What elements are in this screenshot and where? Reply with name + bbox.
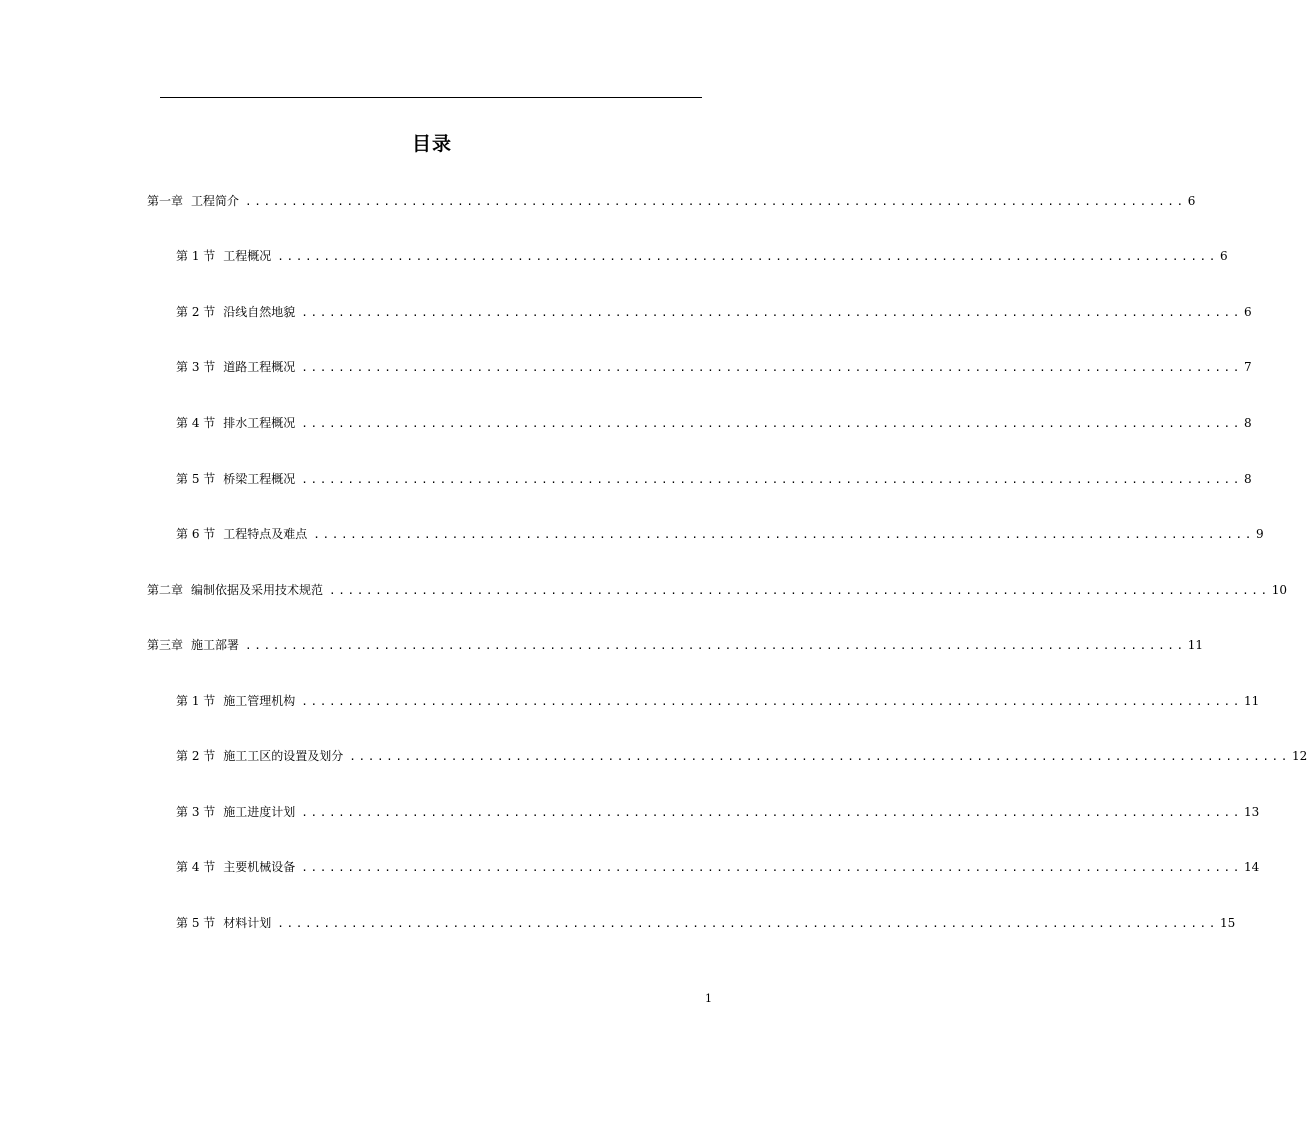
toc-entry-title: 工程简介 bbox=[191, 194, 240, 208]
toc-entry-number: 第 2 节 bbox=[176, 305, 216, 319]
toc-entry-label bbox=[147, 193, 239, 209]
toc-entry-label bbox=[176, 693, 295, 709]
toc-entry-section-3-4[interactable] bbox=[176, 859, 1260, 876]
toc-entry-page: 7 bbox=[1243, 360, 1252, 374]
toc-entry-section-1-3[interactable] bbox=[176, 359, 1252, 376]
toc-entry-label bbox=[176, 471, 295, 487]
toc-entry-section-1-2[interactable] bbox=[176, 304, 1252, 321]
toc-entry-chapter-3[interactable] bbox=[147, 637, 1204, 654]
toc-entry-title: 桥梁工程概况 bbox=[223, 472, 296, 486]
toc-entry-label bbox=[176, 859, 295, 875]
toc-entry-page: 14 bbox=[1243, 860, 1260, 874]
toc-entry-title: 工程特点及难点 bbox=[223, 527, 308, 541]
toc-entry-number: 第三章 bbox=[147, 638, 184, 652]
toc-dot-leader: ...................................................................................................... bbox=[245, 639, 1186, 652]
toc-entry-number: 第 5 节 bbox=[176, 472, 216, 486]
toc-entry-number: 第 3 节 bbox=[176, 805, 216, 819]
toc-entry-page: 11 bbox=[1243, 694, 1260, 708]
toc-dot-leader: ...................................................................................................... bbox=[301, 806, 1242, 819]
toc-entry-title: 材料计划 bbox=[223, 916, 272, 930]
toc-dot-leader: ...................................................................................................... bbox=[301, 306, 1242, 319]
toc-entry-page: 6 bbox=[1187, 194, 1196, 208]
toc-dot-leader: ...................................................................................................... bbox=[301, 417, 1242, 430]
toc-dot-leader: ...................................................................................................... bbox=[349, 750, 1290, 763]
toc-entry-label bbox=[176, 359, 295, 375]
toc-entry-label bbox=[147, 637, 239, 653]
toc-entry-number: 第 2 节 bbox=[176, 749, 216, 763]
toc-title: 目录 bbox=[411, 133, 452, 155]
toc-entry-section-1-4[interactable] bbox=[176, 415, 1252, 432]
toc-entry-label bbox=[176, 804, 295, 820]
toc-entry-chapter-2[interactable] bbox=[147, 582, 1288, 599]
toc-entry-title: 施工工区的设置及划分 bbox=[223, 749, 344, 763]
toc-entry-section-1-1[interactable] bbox=[176, 248, 1228, 265]
toc-entry-page: 10 bbox=[1271, 583, 1288, 597]
toc-entry-section-3-2[interactable] bbox=[176, 748, 1307, 765]
toc-entry-number: 第一章 bbox=[147, 194, 184, 208]
page-number: 1 bbox=[705, 992, 712, 1005]
toc-dot-leader: ...................................................................................................... bbox=[301, 473, 1242, 486]
toc-entry-number: 第 5 节 bbox=[176, 916, 216, 930]
toc-entry-number: 第 4 节 bbox=[176, 860, 216, 874]
toc-entry-label bbox=[176, 415, 295, 431]
toc-entry-number: 第 6 节 bbox=[176, 527, 216, 541]
toc-entry-number: 第二章 bbox=[147, 583, 184, 597]
toc-entry-page: 9 bbox=[1255, 527, 1264, 541]
toc-entry-number: 第 4 节 bbox=[176, 416, 216, 430]
toc-dot-leader: ...................................................................................................... bbox=[313, 528, 1254, 541]
toc-entry-label bbox=[176, 248, 271, 264]
toc-entry-title: 施工进度计划 bbox=[223, 805, 296, 819]
toc-entry-page: 11 bbox=[1187, 638, 1204, 652]
toc-entry-number: 第 1 节 bbox=[176, 694, 216, 708]
toc-entry-title: 主要机械设备 bbox=[223, 860, 296, 874]
toc-entry-label bbox=[176, 748, 343, 764]
toc-entry-section-3-5[interactable] bbox=[176, 915, 1236, 932]
toc-entry-title: 排水工程概况 bbox=[223, 416, 296, 430]
toc-entry-title: 施工管理机构 bbox=[223, 694, 296, 708]
toc-dot-leader: ...................................................................................................... bbox=[301, 861, 1242, 874]
toc-dot-leader: ...................................................................................................... bbox=[301, 695, 1242, 708]
toc-entry-page: 8 bbox=[1243, 472, 1252, 486]
toc-entry-page: 13 bbox=[1243, 805, 1260, 819]
toc-entry-chapter-1[interactable] bbox=[147, 193, 1196, 210]
header-rule bbox=[160, 97, 702, 98]
toc-entry-section-1-6[interactable] bbox=[176, 526, 1264, 543]
toc-entry-title: 施工部署 bbox=[191, 638, 240, 652]
toc-entry-section-3-1[interactable] bbox=[176, 693, 1260, 710]
toc-entry-page: 8 bbox=[1243, 416, 1252, 430]
toc-entry-title: 编制依据及采用技术规范 bbox=[191, 583, 324, 597]
toc-entry-number: 第 3 节 bbox=[176, 360, 216, 374]
toc-entry-title: 沿线自然地貌 bbox=[223, 305, 296, 319]
toc-entry-label bbox=[176, 526, 307, 542]
toc-entry-label bbox=[176, 304, 295, 320]
toc-entry-page: 6 bbox=[1219, 249, 1228, 263]
toc-dot-leader: ...................................................................................................... bbox=[301, 361, 1242, 374]
toc-entry-number: 第 1 节 bbox=[176, 249, 216, 263]
toc-entry-label bbox=[147, 582, 323, 598]
toc-entry-section-3-3[interactable] bbox=[176, 804, 1260, 821]
toc-entry-page: 6 bbox=[1243, 305, 1252, 319]
toc-entry-section-1-5[interactable] bbox=[176, 471, 1252, 488]
toc-dot-leader: ...................................................................................................... bbox=[277, 917, 1218, 930]
toc-entry-label bbox=[176, 915, 271, 931]
toc-entry-title: 道路工程概况 bbox=[223, 360, 296, 374]
toc-entry-title: 工程概况 bbox=[223, 249, 272, 263]
toc-dot-leader: ...................................................................................................... bbox=[329, 584, 1270, 597]
toc-entry-page: 12 bbox=[1291, 749, 1307, 763]
toc-dot-leader: ...................................................................................................... bbox=[245, 195, 1186, 208]
toc-dot-leader: ...................................................................................................... bbox=[277, 250, 1218, 263]
toc-entry-page: 15 bbox=[1219, 916, 1236, 930]
